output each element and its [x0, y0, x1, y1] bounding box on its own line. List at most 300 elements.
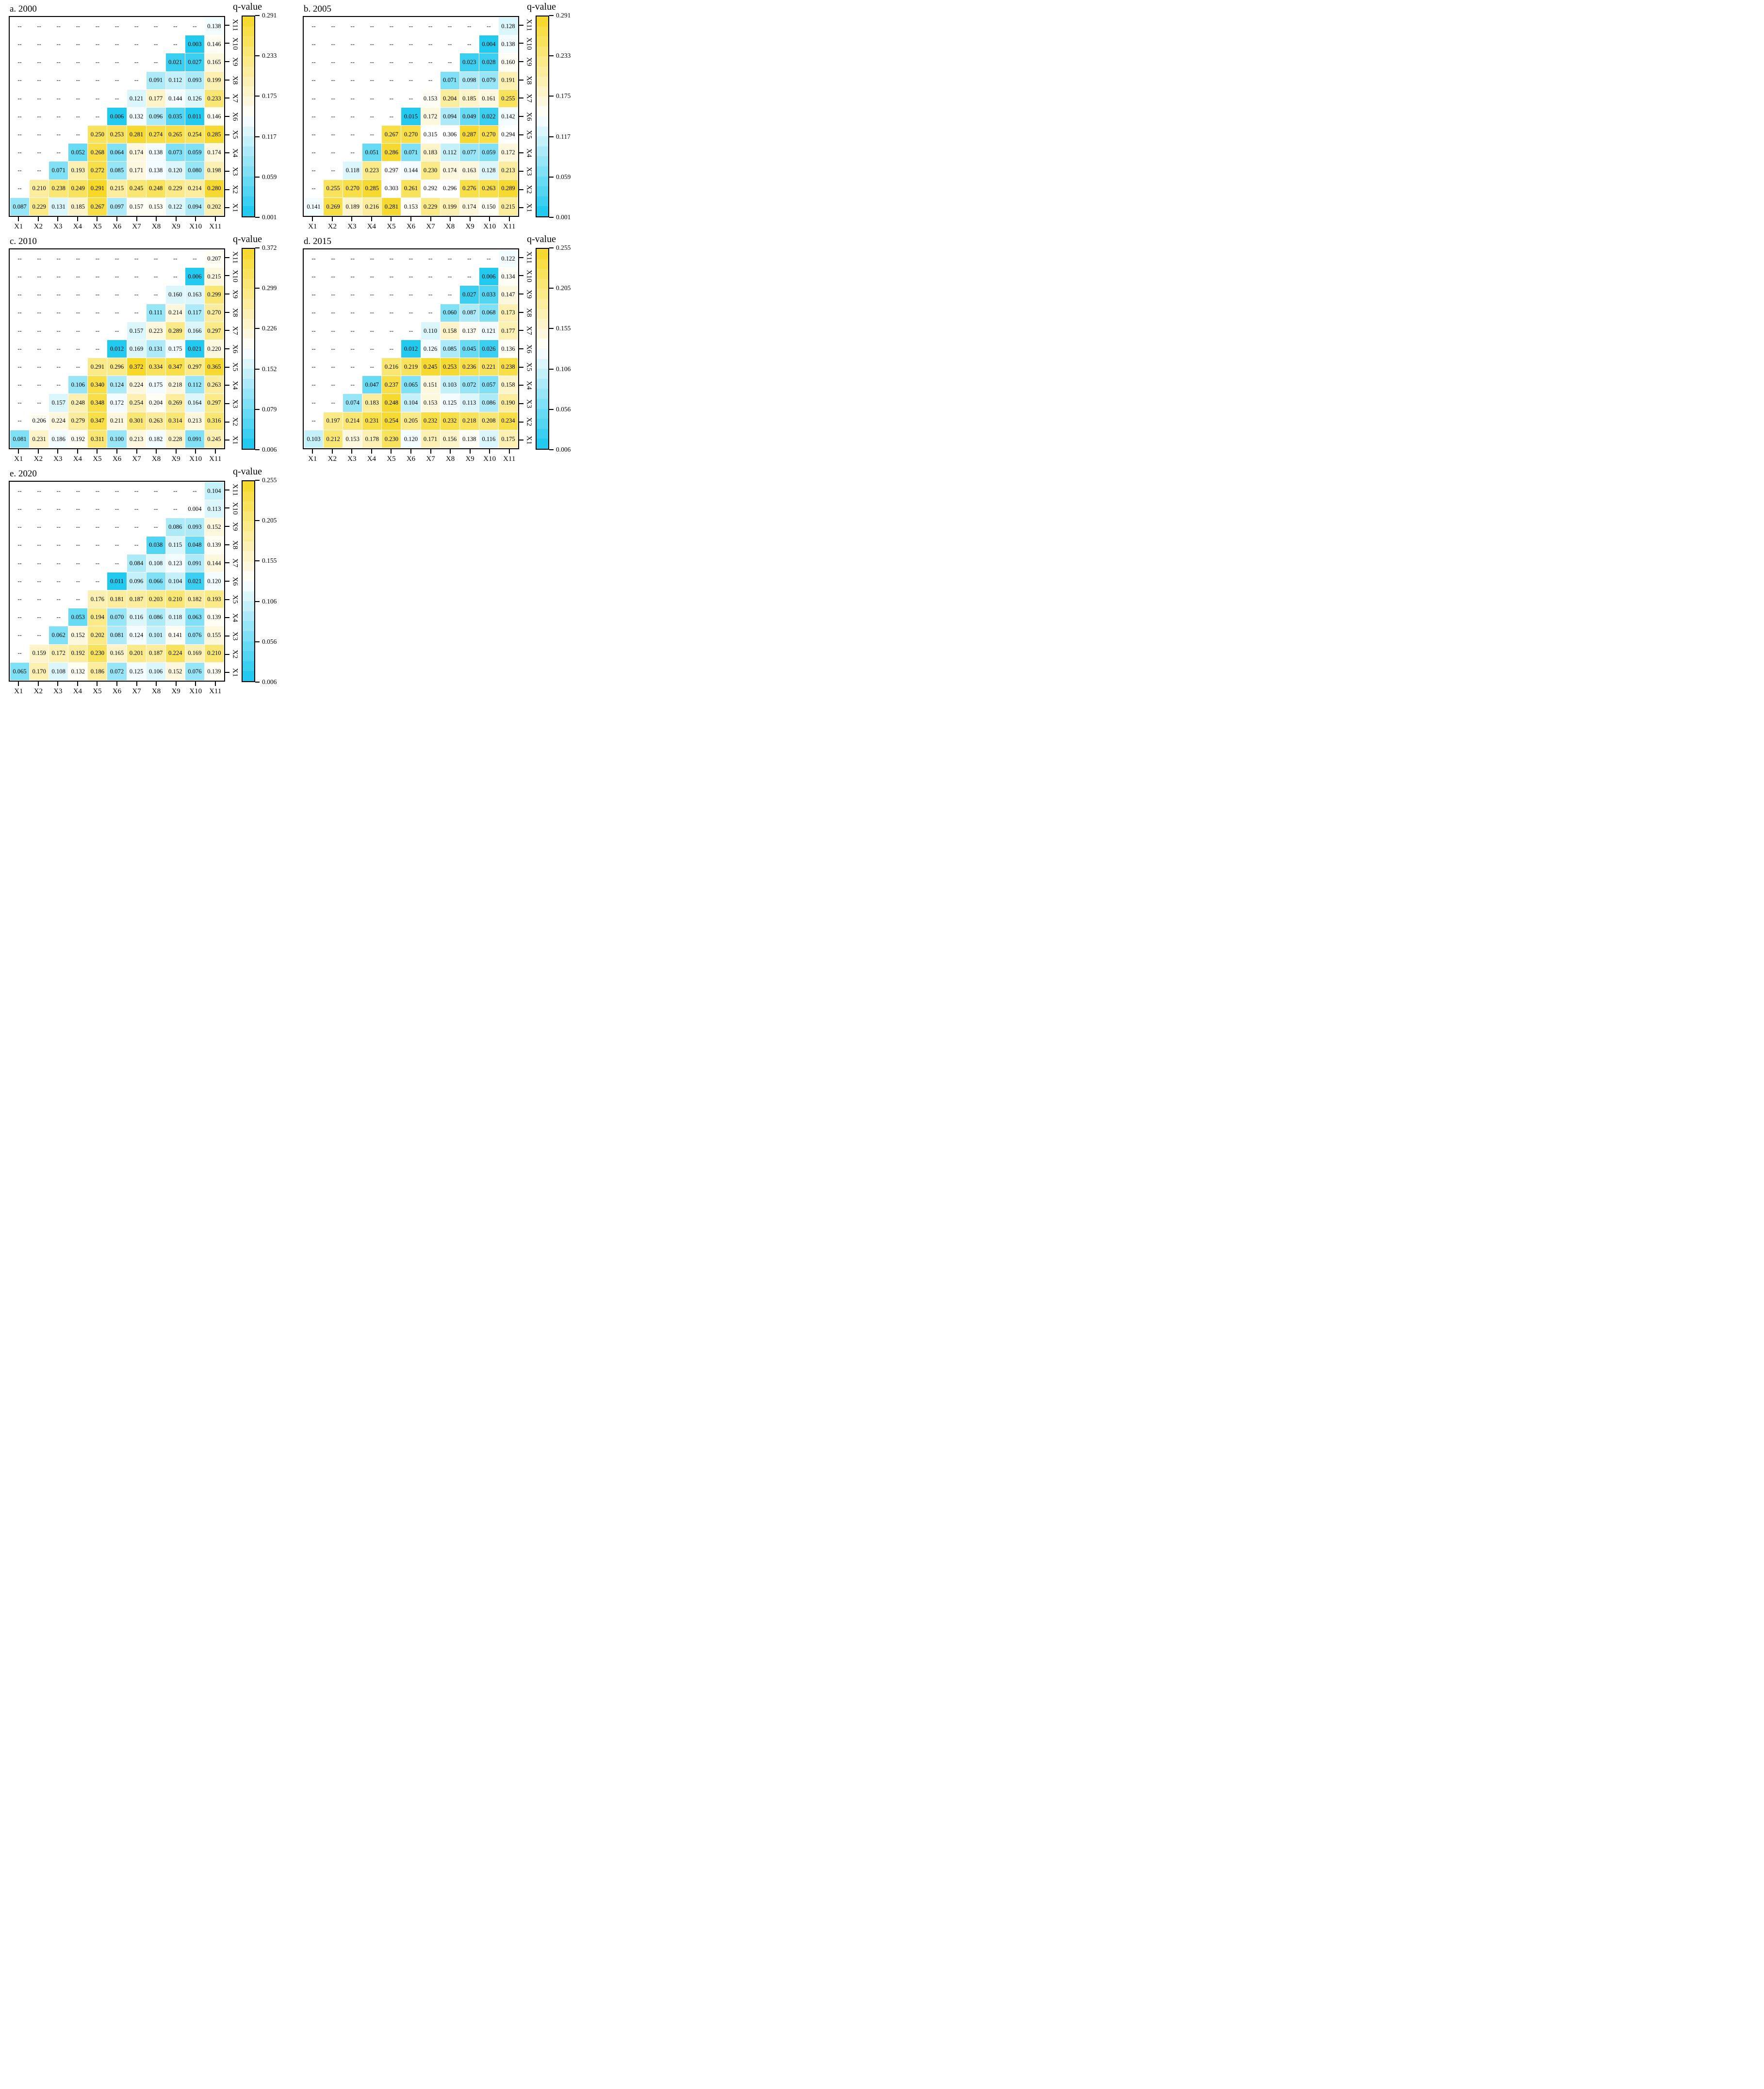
heatmap-cell: 0.253	[441, 358, 459, 375]
x-axis-label: X6	[112, 455, 122, 463]
heatmap-cell: 0.153	[401, 198, 420, 215]
colorbar-title: q-value	[527, 1, 556, 12]
heatmap-cell: 0.096	[147, 108, 165, 125]
heatmap-cell-missing: --	[107, 482, 126, 500]
heatmap-cell-missing: --	[10, 180, 29, 197]
heatmap-cell: 0.035	[166, 108, 185, 125]
colorbar-title: q-value	[233, 234, 262, 245]
heatmap-cell-missing: --	[343, 108, 362, 125]
heatmap-cell: 0.292	[421, 180, 440, 197]
heatmap-cell: 0.122	[499, 250, 518, 267]
heatmap-cell-missing: --	[30, 72, 49, 89]
x-axis-tick	[391, 449, 392, 454]
colorbar-tick-label: 0.006	[262, 678, 277, 685]
heatmap-cell-missing: --	[127, 537, 146, 554]
heatmap-cell: 0.269	[324, 198, 343, 215]
heatmap-cell-missing: --	[343, 268, 362, 285]
heatmap-cell: 0.021	[185, 340, 204, 358]
heatmap-cell-missing: --	[107, 537, 126, 554]
heatmap-cell: 0.073	[166, 144, 185, 161]
colorbar-tick-label: 0.291	[262, 12, 277, 19]
x-axis-label: X3	[53, 455, 63, 463]
y-axis-label: X2	[231, 417, 239, 426]
y-axis-label: X8	[231, 308, 239, 317]
heatmap-cell-missing: --	[441, 35, 459, 53]
heatmap-cell-missing: --	[107, 286, 126, 303]
x-axis-tick	[38, 449, 39, 454]
heatmap-cell: 0.158	[441, 322, 459, 340]
y-axis-tick	[225, 80, 229, 81]
heatmap-cell: 0.027	[185, 53, 204, 71]
panel-d-2015	[294, 232, 588, 464]
colorbar-band	[537, 127, 548, 137]
heatmap-cell-missing: --	[10, 572, 29, 590]
heatmap-cell-missing: --	[401, 35, 420, 53]
x-axis-tick	[489, 449, 490, 454]
heatmap-cell-missing: --	[68, 555, 87, 572]
x-axis-label: X11	[209, 223, 222, 230]
heatmap-cell-missing: --	[185, 250, 204, 267]
colorbar-band	[537, 77, 548, 87]
heatmap-cell-missing: --	[343, 72, 362, 89]
heatmap-cell: 0.011	[185, 108, 204, 125]
heatmap-cell: 0.071	[441, 72, 459, 89]
heatmap-cell-missing: --	[343, 53, 362, 71]
heatmap-cell: 0.281	[382, 198, 401, 215]
heatmap-cell: 0.272	[88, 162, 107, 179]
heatmap-cell: 0.100	[107, 430, 126, 448]
heatmap-cell: 0.245	[127, 180, 146, 197]
x-axis-label: X2	[327, 223, 337, 230]
colorbar-tick-label: 0.106	[262, 597, 277, 605]
heatmap-cell: 0.286	[382, 144, 401, 161]
colorbar-band	[243, 429, 254, 439]
heatmap-cell-missing: --	[49, 17, 68, 35]
heatmap-cell-missing: --	[362, 108, 381, 125]
heatmap-cell-missing: --	[30, 162, 49, 179]
x-axis-label: X3	[347, 455, 357, 463]
heatmap-cell: 0.348	[88, 394, 107, 411]
y-axis-label: X1	[525, 436, 533, 445]
heatmap-cell: 0.116	[127, 608, 146, 626]
heatmap-cell: 0.139	[205, 537, 224, 554]
y-axis-label: X2	[525, 185, 533, 194]
heatmap-cell-missing: --	[30, 590, 49, 608]
heatmap-cell: 0.076	[185, 663, 204, 680]
heatmap-cell-missing: --	[185, 482, 204, 500]
y-axis-tick	[519, 61, 523, 62]
heatmap-cell-missing: --	[107, 555, 126, 572]
heatmap-cell: 0.203	[147, 590, 165, 608]
colorbar-tick	[255, 15, 260, 16]
colorbar-band	[243, 299, 254, 309]
colorbar-band	[243, 511, 254, 522]
y-axis-label: X7	[231, 94, 239, 103]
heatmap-cell: 0.181	[107, 590, 126, 608]
heatmap-cell-missing: --	[324, 35, 343, 53]
heatmap-cell: 0.232	[441, 412, 459, 430]
heatmap-cell: 0.134	[499, 268, 518, 285]
heatmap-cell: 0.296	[441, 180, 459, 197]
x-axis-tick	[156, 217, 157, 221]
heatmap-cell-missing: --	[30, 268, 49, 285]
heatmap-cell-missing: --	[68, 518, 87, 536]
heatmap-cell-missing: --	[304, 35, 323, 53]
heatmap-cell: 0.219	[401, 358, 420, 375]
heatmap-cell: 0.248	[68, 394, 87, 411]
heatmap-cell: 0.299	[205, 286, 224, 303]
x-axis-tick	[391, 217, 392, 221]
y-axis-label: X11	[231, 251, 239, 264]
heatmap-cell: 0.233	[205, 90, 224, 107]
heatmap-cell: 0.270	[205, 304, 224, 322]
heatmap-cell: 0.254	[127, 394, 146, 411]
heatmap-cell: 0.245	[421, 358, 440, 375]
heatmap-cell: 0.213	[127, 430, 146, 448]
heatmap-cell-missing: --	[68, 72, 87, 89]
heatmap-cell-missing: --	[304, 358, 323, 375]
heatmap-cell: 0.118	[166, 608, 185, 626]
y-axis-label: X5	[525, 362, 533, 372]
heatmap-cell-missing: --	[88, 555, 107, 572]
heatmap-cell: 0.224	[127, 376, 146, 393]
heatmap-cell: 0.059	[479, 144, 498, 161]
colorbar-tick-label: 0.001	[262, 213, 277, 221]
heatmap-cell: 0.097	[107, 198, 126, 215]
heatmap-cell: 0.186	[88, 663, 107, 680]
y-axis-tick	[225, 507, 229, 508]
heatmap-cell-missing: --	[68, 590, 87, 608]
heatmap-cell: 0.117	[185, 304, 204, 322]
heatmap-cell: 0.141	[166, 626, 185, 644]
heatmap-cell-missing: --	[10, 162, 29, 179]
heatmap-cell-missing: --	[107, 17, 126, 35]
heatmap-cell: 0.263	[479, 180, 498, 197]
heatmap-cell: 0.066	[147, 572, 165, 590]
y-axis-tick	[519, 189, 523, 190]
heatmap-cell: 0.086	[166, 518, 185, 536]
heatmap-cell: 0.108	[49, 663, 68, 680]
colorbar-tick-label: 0.175	[556, 92, 571, 100]
heatmap-cell: 0.072	[107, 663, 126, 680]
heatmap-cell: 0.192	[68, 430, 87, 448]
heatmap-cell-missing: --	[10, 72, 29, 89]
heatmap-cell: 0.176	[88, 590, 107, 608]
heatmap-cell: 0.113	[205, 500, 224, 518]
y-axis-tick	[519, 257, 523, 258]
heatmap-cell-missing: --	[127, 72, 146, 89]
heatmap-cell-missing: --	[343, 286, 362, 303]
x-axis-tick	[176, 682, 177, 686]
x-axis-tick	[410, 217, 411, 221]
heatmap-cell: 0.281	[127, 126, 146, 143]
heatmap-cell: 0.110	[421, 322, 440, 340]
heatmap-cell: 0.115	[166, 537, 185, 554]
heatmap-cell: 0.210	[205, 645, 224, 662]
colorbar-band	[243, 166, 254, 177]
heatmap-cell: 0.021	[166, 53, 185, 71]
heatmap-cell: 0.214	[185, 180, 204, 197]
y-axis-label: X10	[525, 269, 533, 282]
colorbar-band	[537, 97, 548, 107]
x-axis-label: X4	[73, 687, 82, 695]
heatmap-cell: 0.070	[107, 608, 126, 626]
heatmap-cell: 0.183	[421, 144, 440, 161]
y-axis-tick	[519, 25, 523, 26]
heatmap-cell-missing: --	[421, 17, 440, 35]
heatmap-cell-missing: --	[324, 126, 343, 143]
colorbar-tick	[255, 288, 260, 289]
colorbar-band	[537, 319, 548, 329]
x-axis-tick	[18, 217, 19, 221]
y-axis-tick	[519, 207, 523, 208]
colorbar-band	[243, 531, 254, 541]
x-axis-label: X1	[308, 223, 317, 230]
colorbar-band	[243, 289, 254, 299]
colorbar-band	[243, 147, 254, 157]
heatmap-cell-missing: --	[324, 250, 343, 267]
heatmap-cell-missing: --	[343, 376, 362, 393]
heatmap-cell: 0.270	[401, 126, 420, 143]
x-axis-tick	[176, 449, 177, 454]
x-axis-tick	[136, 449, 137, 454]
heatmap-cell-missing: --	[304, 394, 323, 411]
x-axis-tick	[18, 682, 19, 686]
heatmap-cell-missing: --	[30, 144, 49, 161]
heatmap-cell: 0.204	[147, 394, 165, 411]
heatmap-cell: 0.267	[88, 198, 107, 215]
heatmap-cell: 0.155	[205, 626, 224, 644]
heatmap-cell-missing: --	[460, 17, 479, 35]
colorbar-tick	[549, 369, 554, 370]
heatmap-cell: 0.121	[479, 322, 498, 340]
heatmap-cell-missing: --	[88, 53, 107, 71]
heatmap-cell-missing: --	[30, 394, 49, 411]
heatmap-cell: 0.156	[441, 430, 459, 448]
colorbar-band	[243, 339, 254, 349]
heatmap-cell: 0.216	[382, 358, 401, 375]
colorbar-tick-label: 0.117	[556, 132, 571, 140]
heatmap-cell: 0.006	[185, 268, 204, 285]
heatmap-cell-missing: --	[88, 500, 107, 518]
heatmap-cell-missing: --	[49, 126, 68, 143]
colorbar-band	[537, 429, 548, 439]
heatmap-cell-missing: --	[166, 17, 185, 35]
heatmap-cell: 0.131	[147, 340, 165, 358]
heatmap-cell: 0.153	[147, 198, 165, 215]
y-axis-tick	[225, 189, 229, 190]
heatmap-cell-missing: --	[304, 180, 323, 197]
heatmap-cell: 0.365	[205, 358, 224, 375]
heatmap-cell-missing: --	[68, 340, 87, 358]
colorbar-band	[243, 196, 254, 207]
colorbar-tick	[549, 96, 554, 97]
heatmap-cell-missing: --	[362, 340, 381, 358]
y-axis-tick	[519, 80, 523, 81]
colorbar-tick-label: 0.255	[556, 244, 571, 251]
heatmap-cell-missing: --	[401, 17, 420, 35]
heatmap-cell: 0.207	[205, 250, 224, 267]
colorbar-band	[243, 177, 254, 187]
x-axis-label: X1	[14, 455, 23, 463]
heatmap-cell: 0.198	[205, 162, 224, 179]
x-axis-tick	[57, 682, 58, 686]
heatmap-cell: 0.291	[88, 180, 107, 197]
x-axis-label: X1	[14, 687, 23, 695]
heatmap-cell-missing: --	[10, 35, 29, 53]
colorbar-tick	[549, 177, 554, 178]
heatmap-cell-missing: --	[10, 394, 29, 411]
y-axis-tick	[225, 43, 229, 44]
heatmap-cell: 0.301	[127, 412, 146, 430]
heatmap-cell: 0.139	[205, 608, 224, 626]
heatmap-cell: 0.187	[127, 590, 146, 608]
heatmap-cell: 0.062	[49, 626, 68, 644]
heatmap-cell-missing: --	[324, 376, 343, 393]
colorbar-band	[537, 47, 548, 57]
y-axis-tick	[519, 348, 523, 349]
y-axis-tick	[225, 617, 229, 618]
heatmap-cell: 0.177	[147, 90, 165, 107]
heatmap-cell: 0.212	[324, 430, 343, 448]
heatmap-cell: 0.237	[382, 376, 401, 393]
y-axis-label: X11	[231, 484, 239, 496]
heatmap-cell-missing: --	[68, 35, 87, 53]
colorbar-band	[243, 651, 254, 661]
heatmap-cell: 0.077	[460, 144, 479, 161]
heatmap-cell: 0.178	[362, 430, 381, 448]
heatmap-matrix	[9, 481, 225, 682]
heatmap-cell-missing: --	[147, 35, 165, 53]
colorbar-band	[537, 186, 548, 196]
heatmap-cell-missing: --	[382, 17, 401, 35]
heatmap-cell-missing: --	[68, 268, 87, 285]
colorbar-tick-label: 0.006	[262, 446, 277, 453]
heatmap-cell-missing: --	[10, 590, 29, 608]
heatmap-cell-missing: --	[127, 500, 146, 518]
y-axis-tick	[519, 330, 523, 331]
heatmap-cell: 0.103	[441, 376, 459, 393]
heatmap-cell-missing: --	[382, 322, 401, 340]
colorbar-band	[243, 77, 254, 87]
heatmap-cell: 0.051	[362, 144, 381, 161]
heatmap-cell: 0.141	[304, 198, 323, 215]
heatmap-cell-missing: --	[49, 555, 68, 572]
colorbar-band	[537, 196, 548, 207]
heatmap-cell: 0.214	[166, 304, 185, 322]
colorbar-band	[243, 249, 254, 259]
heatmap-cell-missing: --	[324, 162, 343, 179]
heatmap-cell: 0.254	[185, 126, 204, 143]
heatmap-cell: 0.255	[499, 90, 518, 107]
colorbar-band	[243, 389, 254, 399]
colorbar-tick	[549, 328, 554, 329]
y-axis-label: X8	[525, 308, 533, 317]
heatmap-cell-missing: --	[362, 126, 381, 143]
heatmap-cell: 0.052	[68, 144, 87, 161]
y-axis-tick	[225, 672, 229, 673]
colorbar-band	[537, 56, 548, 66]
x-axis-label: X6	[406, 223, 416, 230]
panel-e-2020	[0, 465, 294, 697]
heatmap-cell-missing: --	[401, 286, 420, 303]
heatmap-cell-missing: --	[30, 304, 49, 322]
heatmap-cell: 0.215	[107, 180, 126, 197]
colorbar-band	[243, 116, 254, 127]
y-axis-tick	[225, 403, 229, 404]
heatmap-cell: 0.218	[166, 376, 185, 393]
heatmap-cell: 0.076	[185, 626, 204, 644]
colorbar-tick-label: 0.059	[556, 173, 571, 180]
heatmap-cell: 0.072	[460, 376, 479, 393]
heatmap-cell-missing: --	[401, 304, 420, 322]
heatmap-cell-missing: --	[30, 626, 49, 644]
y-axis-label: X9	[231, 289, 239, 299]
heatmap-cell-missing: --	[88, 17, 107, 35]
heatmap-cell-missing: --	[30, 35, 49, 53]
heatmap-cell: 0.215	[205, 268, 224, 285]
heatmap-cell: 0.011	[107, 572, 126, 590]
heatmap-cell-missing: --	[88, 482, 107, 500]
x-axis-tick	[430, 449, 431, 454]
heatmap-cell-missing: --	[68, 572, 87, 590]
x-axis-tick	[77, 217, 78, 221]
heatmap-cell: 0.012	[401, 340, 420, 358]
heatmap-cell: 0.120	[205, 572, 224, 590]
heatmap-cell-missing: --	[304, 162, 323, 179]
heatmap-cell: 0.177	[499, 322, 518, 340]
heatmap-cell-missing: --	[304, 17, 323, 35]
x-axis-label: X6	[406, 455, 416, 463]
heatmap-cell-missing: --	[30, 500, 49, 518]
colorbar-tick	[255, 96, 260, 97]
heatmap-cell-missing: --	[30, 250, 49, 267]
y-axis-label: X3	[525, 399, 533, 408]
heatmap-cell: 0.094	[441, 108, 459, 125]
x-axis-label: X9	[465, 223, 474, 230]
y-axis-tick	[225, 526, 229, 527]
heatmap-cell: 0.165	[107, 645, 126, 662]
heatmap-cell-missing: --	[68, 358, 87, 375]
x-axis-tick	[215, 217, 216, 221]
heatmap-cell: 0.142	[499, 108, 518, 125]
heatmap-cell-missing: --	[421, 268, 440, 285]
colorbar-band	[243, 601, 254, 611]
x-axis-tick	[509, 217, 510, 221]
heatmap-cell-missing: --	[127, 268, 146, 285]
colorbar-tick	[255, 480, 260, 481]
colorbar-tick-label: 0.155	[556, 325, 571, 332]
heatmap-cell-missing: --	[49, 590, 68, 608]
heatmap-cell: 0.101	[147, 626, 165, 644]
colorbar-tick-label: 0.059	[262, 173, 277, 180]
x-axis-label: X8	[151, 687, 161, 695]
heatmap-cell-missing: --	[10, 268, 29, 285]
heatmap-cell: 0.253	[107, 126, 126, 143]
heatmap-cell: 0.151	[421, 376, 440, 393]
colorbar	[242, 480, 255, 682]
x-axis-tick	[195, 217, 196, 221]
heatmap-cell-missing: --	[127, 482, 146, 500]
heatmap-cell: 0.152	[166, 663, 185, 680]
heatmap-cell: 0.183	[362, 394, 381, 411]
heatmap-cell: 0.026	[479, 340, 498, 358]
heatmap-cell-missing: --	[10, 537, 29, 554]
heatmap-cell-missing: --	[324, 394, 343, 411]
colorbar-band	[537, 166, 548, 177]
heatmap-cell-missing: --	[10, 53, 29, 71]
colorbar-band	[537, 16, 548, 27]
